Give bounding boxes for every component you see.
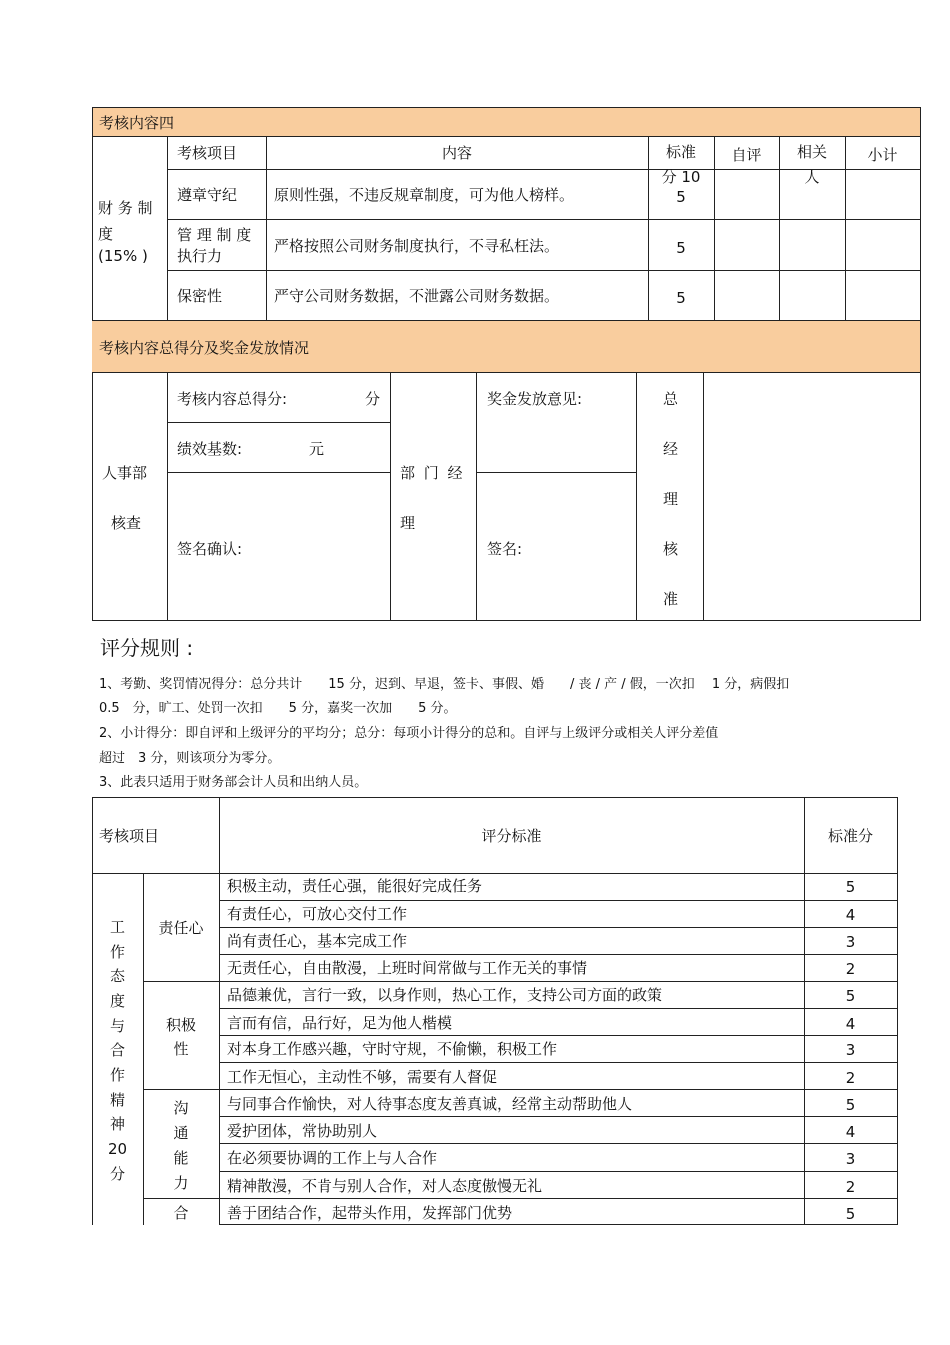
total-score-unit: 分 xyxy=(365,390,381,408)
row-content: 严格按照公司财务制度执行，不寻私枉法。 xyxy=(274,237,560,255)
col-header-subtotal: 小计 xyxy=(867,146,898,164)
col-header-related-sub: 人 xyxy=(804,168,820,186)
group-char: 神 xyxy=(109,1115,125,1133)
summary-header: 考核内容总得分及奖金发放情况 xyxy=(99,339,310,357)
criteria-score: 4 xyxy=(845,906,856,924)
group-char: 精 xyxy=(109,1091,125,1109)
group-char: 与 xyxy=(109,1017,125,1035)
group-char: 作 xyxy=(109,943,125,961)
criteria-score: 5 xyxy=(845,1205,856,1223)
rule-line: 超过 3 分，则该项分为零分。 xyxy=(99,751,281,766)
criteria-text: 对本身工作感兴趣，守时守规，不偷懒，积极工作 xyxy=(227,1040,558,1058)
criteria-text: 爱护团体，常协助别人 xyxy=(227,1122,378,1140)
gm-char: 核 xyxy=(663,540,679,558)
criteria-text: 积极主动，责任心强，能很好完成任务 xyxy=(227,877,483,895)
row-item: 管 理 制 度 执行力 xyxy=(177,226,252,265)
criteria-text: 无责任心，自由散漫，上班时间常做与工作无关的事情 xyxy=(227,959,588,977)
criteria-text: 善于团结合作，起带头作用，发挥部门优势 xyxy=(227,1204,513,1222)
hr-label: 人事部 xyxy=(102,464,148,482)
criteria-score: 3 xyxy=(845,1150,856,1168)
row-score: 5 xyxy=(676,239,686,257)
criteria-score: 2 xyxy=(845,1069,856,1087)
sign-label: 签名: xyxy=(487,540,523,558)
subgroup-name: 责任心 xyxy=(158,919,204,937)
gm-char: 准 xyxy=(663,590,679,608)
dept-manager-label-2: 理 xyxy=(400,514,416,532)
group-char: 20 xyxy=(107,1140,128,1158)
col-header-standard-sub: 分 10 xyxy=(661,168,701,186)
group-char: 工 xyxy=(109,918,125,936)
criteria-score: 2 xyxy=(845,960,856,978)
base-label: 绩效基数: xyxy=(177,440,243,458)
rule-line: 2、小计得分：即自评和上级评分的平均分；总分：每项小计得分的总和。自评与上级评分或相关人评分差值 xyxy=(99,726,719,741)
criteria-score: 3 xyxy=(845,1041,856,1059)
section4-header-band xyxy=(92,108,920,136)
group-char: 分 xyxy=(109,1165,125,1183)
criteria-text: 精神散漫，不肯与别人合作，对人态度傲慢无礼 xyxy=(227,1177,543,1195)
row-content: 严守公司财务数据，不泄露公司财务数据。 xyxy=(274,287,560,305)
col-header-standard: 标准 xyxy=(665,143,696,161)
criteria-score: 5 xyxy=(845,987,856,1005)
row-item: 遵章守纪 xyxy=(177,186,238,204)
category-label: 财 务 制 度 xyxy=(98,199,153,243)
category-weight: (15% ) xyxy=(98,247,148,265)
group-char: 合 xyxy=(109,1041,125,1059)
criteria-text: 工作无恒心，主动性不够，需要有人督促 xyxy=(227,1068,498,1086)
criteria-score: 3 xyxy=(845,933,856,951)
criteria-score: 2 xyxy=(845,1178,856,1196)
criteria-text: 品德兼优，言行一致，以身作则，热心工作，支持公司方面的政策 xyxy=(227,986,663,1004)
subgroup-name: 性 xyxy=(173,1040,189,1058)
dept-manager-label: 部 门 经 xyxy=(400,464,465,482)
group-char: 作 xyxy=(109,1066,125,1084)
rule-line: 3、此表只适用于财务部会计人员和出纳人员。 xyxy=(99,775,368,790)
criteria-text: 在必须要协调的工作上与人合作 xyxy=(227,1149,438,1167)
criteria-col-standard: 评分标准 xyxy=(481,827,542,845)
rule-line: 1、考勤、奖罚情况得分：总分共计 15 分，迟到、早退，签卡、事假、婚 / 丧 / 产 / 假，一次扣 1 分，病假扣 xyxy=(99,677,790,692)
row-item: 保密性 xyxy=(177,287,223,305)
gm-char: 经 xyxy=(663,440,679,458)
rules-title: 评分规则 : xyxy=(100,636,194,660)
subgroup-name: 力 xyxy=(173,1174,189,1192)
criteria-col-score: 标准分 xyxy=(827,827,873,845)
col-header-item: 考核项目 xyxy=(177,144,238,162)
criteria-text: 与同事合作愉快，对人待事态度友善真诚，经常主动帮助他人 xyxy=(227,1095,633,1113)
rule-line: 0.5 分，旷工、处罚一次扣 5 分，嘉奖一次加 5 分。 xyxy=(99,701,457,716)
criteria-score: 5 xyxy=(845,878,856,896)
gm-char: 总 xyxy=(663,390,679,408)
row-score: 5 xyxy=(676,188,686,206)
criteria-score: 4 xyxy=(845,1015,856,1033)
row-score: 5 xyxy=(676,289,686,307)
subgroup-name: 沟 xyxy=(173,1099,189,1117)
base-unit: 元 xyxy=(309,440,325,458)
subgroup-name: 能 xyxy=(173,1149,189,1167)
criteria-text: 言而有信，品行好，足为他人楷模 xyxy=(227,1014,453,1032)
group-char: 度 xyxy=(109,992,125,1010)
bonus-opinion-label: 奖金发放意见: xyxy=(487,390,583,408)
criteria-text: 有责任心，可放心交付工作 xyxy=(227,905,408,923)
row-content: 原则性强，不违反规章制度，可为他人榜样。 xyxy=(274,186,575,204)
total-score-label: 考核内容总得分: xyxy=(177,390,288,408)
gm-char: 理 xyxy=(663,490,679,508)
col-header-self: 自评 xyxy=(731,146,762,164)
sign-confirm-label: 签名确认: xyxy=(177,540,243,558)
criteria-score: 5 xyxy=(845,1096,856,1114)
criteria-text: 尚有责任心，基本完成工作 xyxy=(227,932,408,950)
col-header-related: 相关 xyxy=(796,143,827,161)
section4-header: 考核内容四 xyxy=(99,114,175,132)
criteria-score: 4 xyxy=(845,1123,856,1141)
group-char: 态 xyxy=(109,967,125,985)
subgroup-name: 通 xyxy=(173,1124,189,1142)
criteria-col-item: 考核项目 xyxy=(99,827,160,845)
subgroup-name: 合 xyxy=(173,1204,189,1222)
subgroup-name: 积极 xyxy=(165,1016,196,1034)
hr-label-check: 核查 xyxy=(111,514,142,532)
col-header-content: 内容 xyxy=(441,144,472,162)
